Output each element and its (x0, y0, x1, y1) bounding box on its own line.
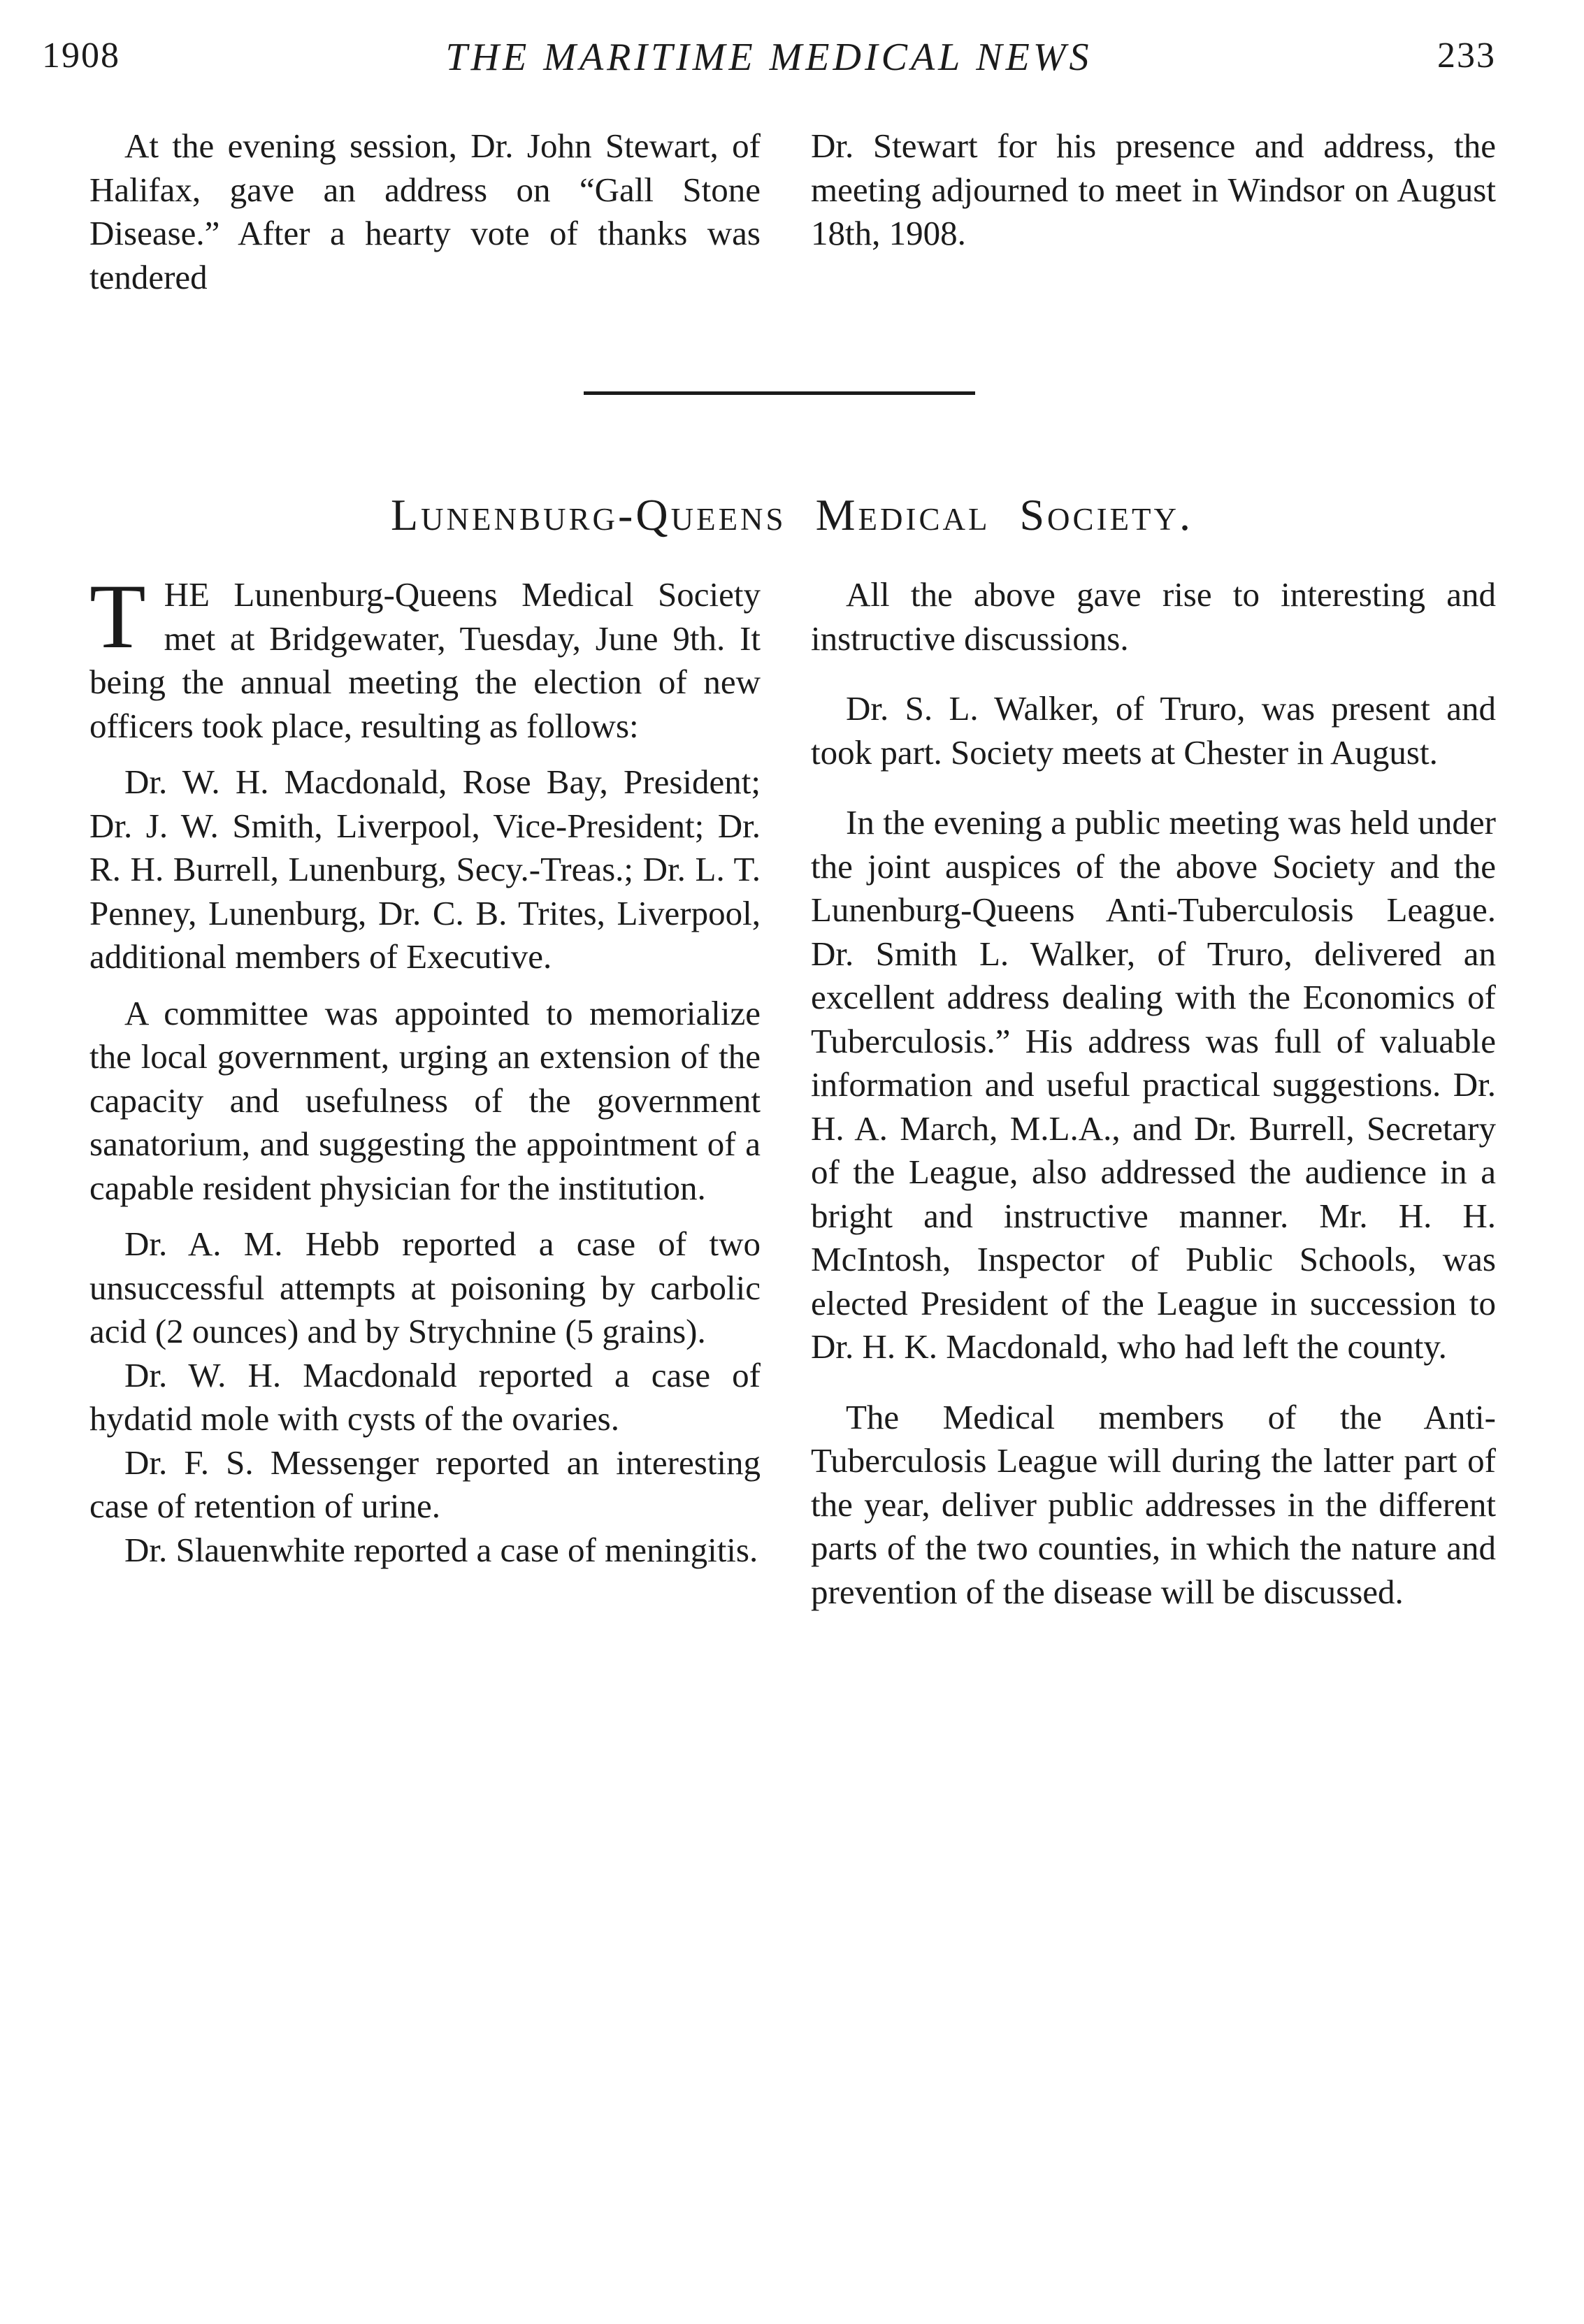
article-paragraph: Dr. S. L. Walker, of Truro, was present and took part. Society meets at Chester in August. (811, 689, 1496, 772)
article-right-column (811, 573, 1496, 1614)
section-divider-rule (584, 391, 975, 395)
previous-article-paragraph-right: Dr. Stewart for his presence and address, the meeting adjourned to meet in Windsor on August 18th, 1908. (811, 127, 1496, 252)
article-paragraph: In the evening a public meeting was held under the joint auspices of the above Society and the Lunenburg-Queens Anti-Tuberculosis League. Dr. Smith L. Walker, of Truro, delivered an excellent address dealing with the Economics of Tuberculosis.” His address was full of valuable information and useful practical suggestions. Dr. H. A. March, M.L.A., and Dr. Burrell, Secretary of the League, also addressed the audience in a bright and instructive manner. Mr. H. H. McIntosh, Inspector of Public Schools, was elected President of the League in succession to Dr. H. K. Macdonald, who had left the county. (811, 803, 1496, 1366)
article-paragraph: Dr. Slauenwhite reported a case of meningitis. (124, 1530, 758, 1569)
previous-article-right-column (811, 124, 1496, 256)
page-number: 233 (1437, 36, 1496, 75)
article-paragraph: All the above gave rise to interesting and instructive discussions. (811, 575, 1496, 658)
drop-cap: T (89, 565, 146, 667)
article-paragraph: The Medical members of the Anti-Tuberculosis League will during the latter part of the year, deliver public addresses in the different parts of the two counties, in which the nature and prevention of the disease will be discussed. (811, 1397, 1496, 1611)
article-paragraph: A committee was appointed to memorialize the local government, urging an extension of the capacity and usefulness of the government sanatorium, and suggesting the appointment of a capable resident physician for the institution. (89, 993, 761, 1207)
article-paragraph: Dr. W. H. Macdonald reported a case of hydatid mole with cysts of the ovaries. (89, 1355, 761, 1438)
header-year: 1908 (42, 36, 120, 75)
article-paragraph: Dr. W. H. Macdonald, Rose Bay, President; Dr. J. W. Smith, Liverpool, Vice-President; Dr. R. H. Burrell, Lunenburg, Secy.-Treas.; Dr. L. T. Penney, Lunenburg, Dr. C. B. Trites, Liverpool, additional members of Executive. (89, 763, 761, 976)
previous-article-paragraph-left: At the evening session, Dr. John Stewart, of Halifax, gave an address on “Gall Stone Disease.” After a hearty vote of thanks was tendered (89, 127, 761, 296)
article-paragraph: Dr. A. M. Hebb reported a case of two unsuccessful attempts at poisoning by carbolic acid (2 ounces) and by Strychnine (5 grains). (89, 1225, 761, 1350)
journal-title: THE MARITIME MEDICAL NEWS (445, 36, 1093, 79)
previous-article-left-column (89, 124, 761, 299)
article-paragraph: Dr. F. S. Messenger reported an interesting case of retention of urine. (89, 1443, 761, 1525)
article-paragraph (89, 565, 761, 748)
article-left-column (89, 565, 761, 1572)
article-title: Lunenburg-Queens Medical Society. (390, 490, 1194, 540)
article-paragraph-text: HE Lunenburg-Queens Medical Society met at Bridgewater, Tuesday, June 9th. It being the annual meeting the election of new officers took place, resulting as follows: (89, 575, 761, 745)
running-header (42, 35, 1496, 91)
